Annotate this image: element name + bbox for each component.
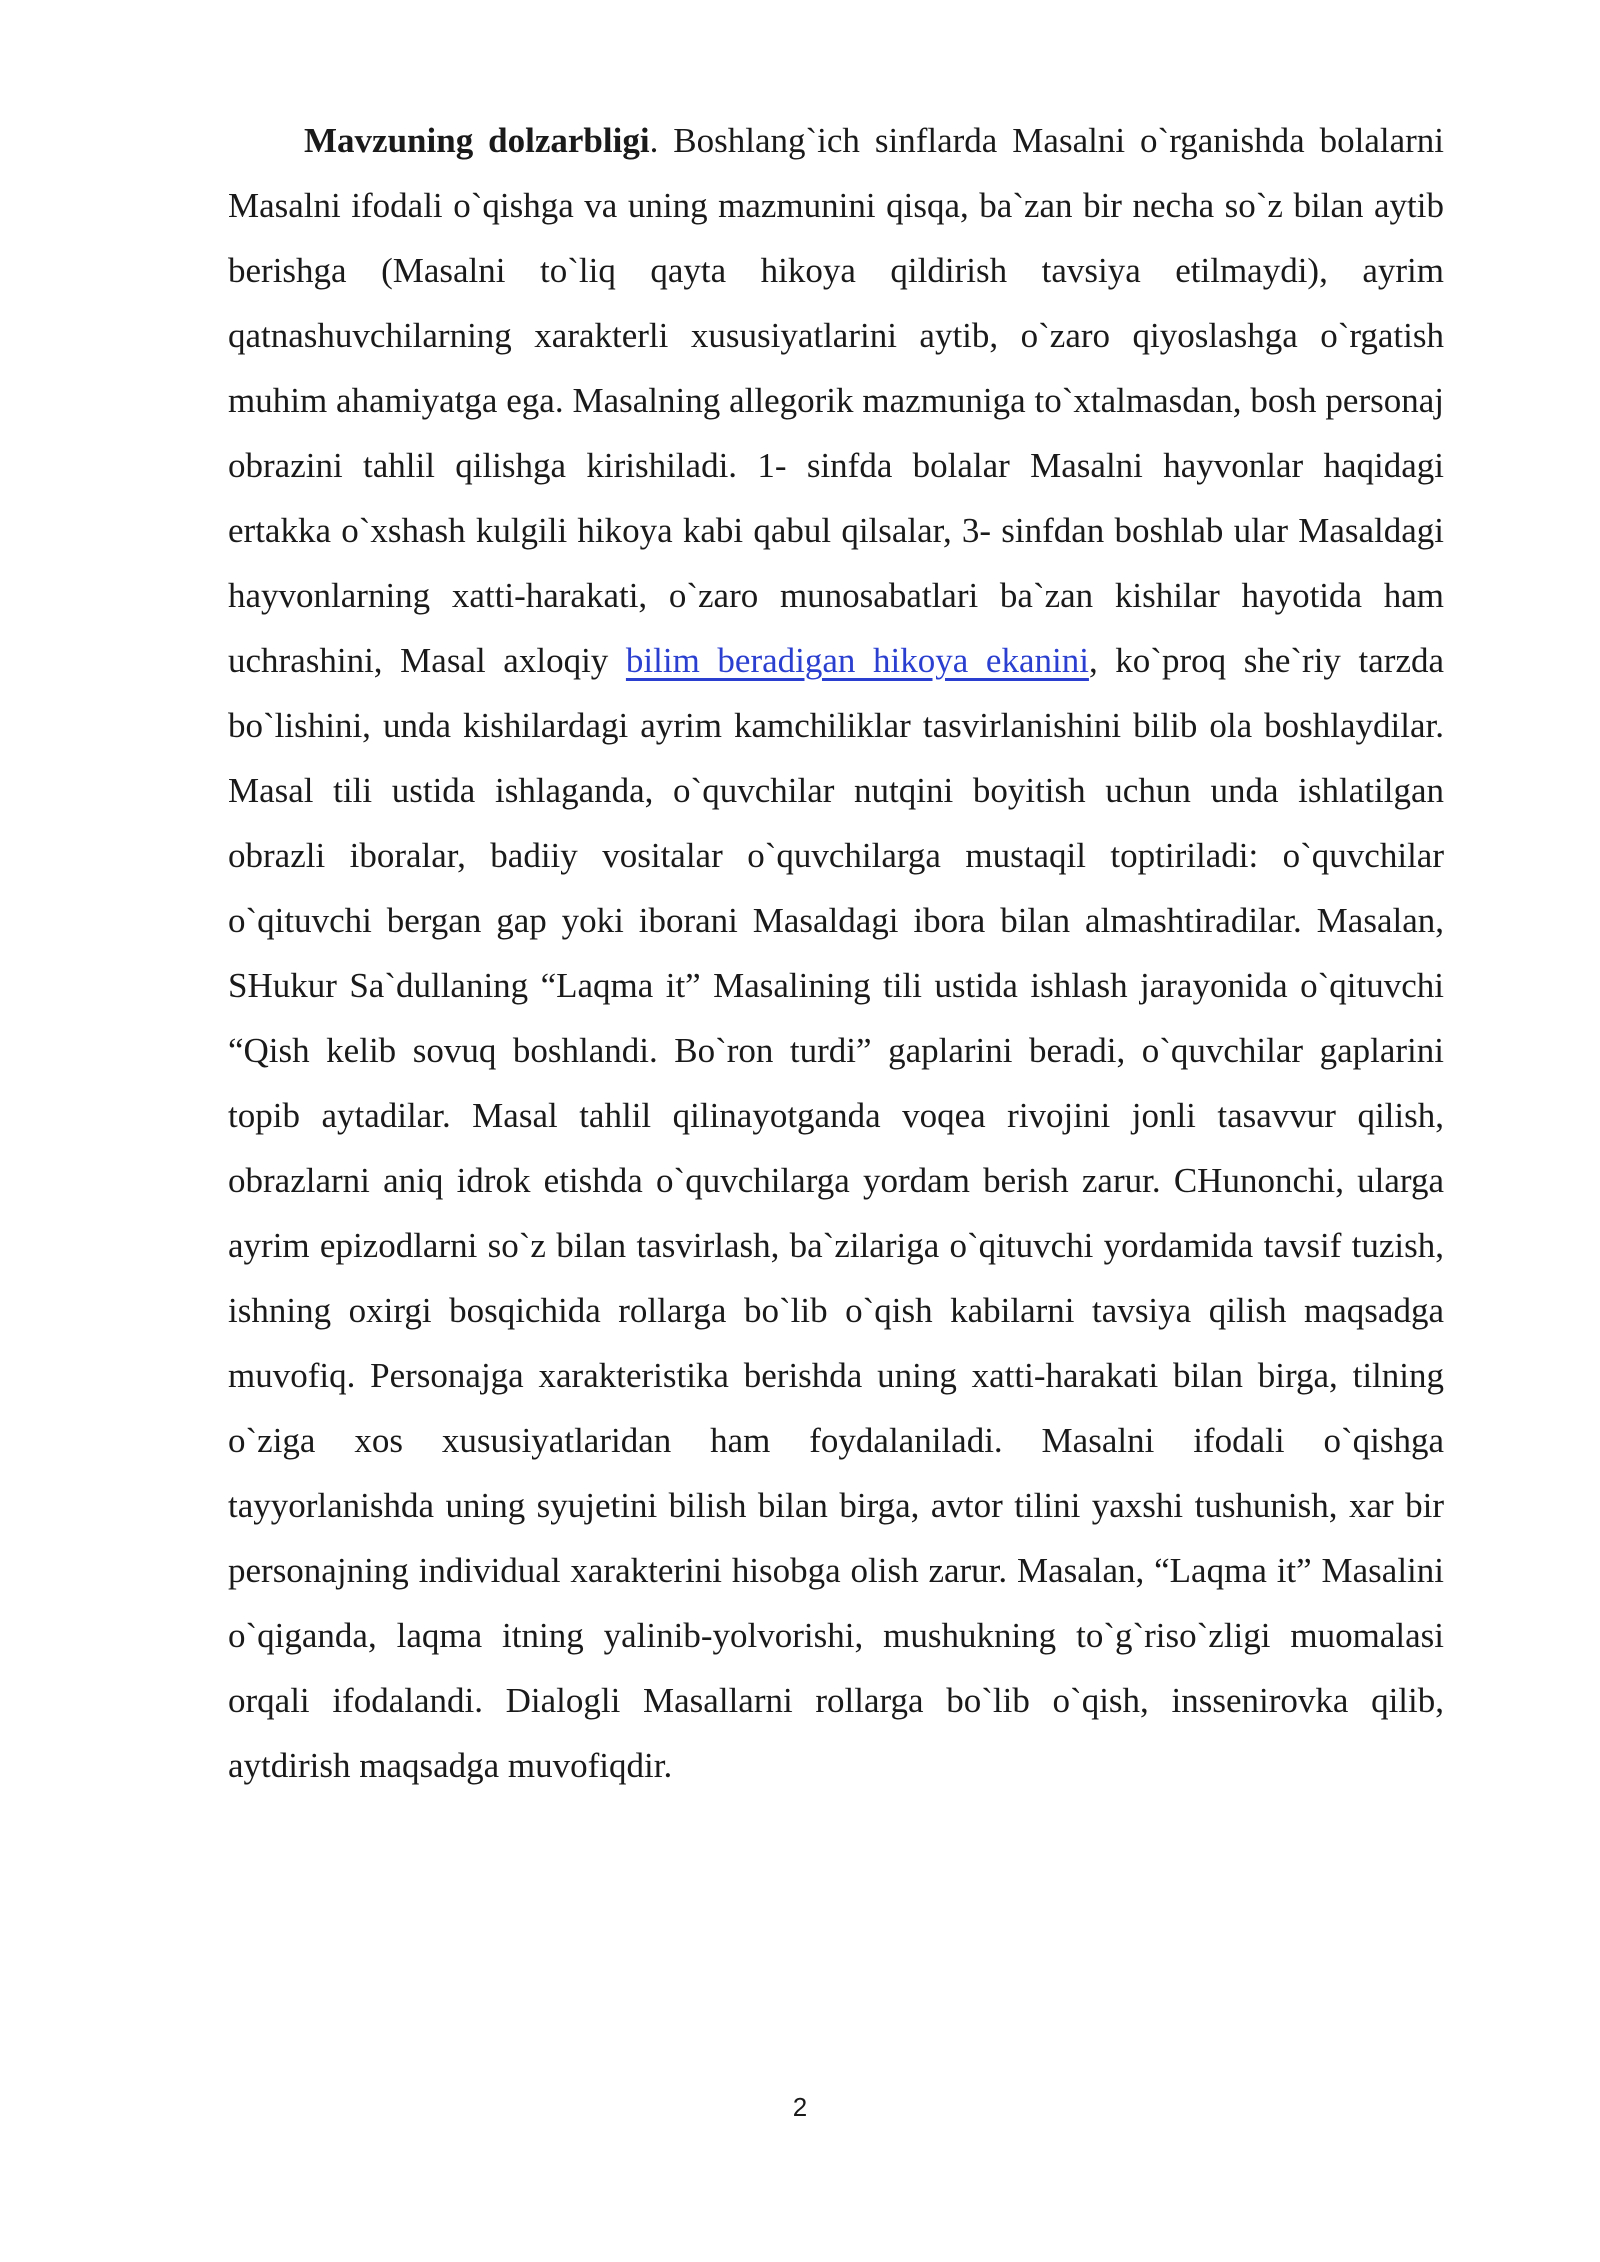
- paragraph-text-end: , ko`proq she`riy tarzda bo`lishini, unda kishilardagi ayrim kamchiliklar tasvirlanishini bilib ola boshlaydilar. Masal tili ustida ishlaganda, o`quvchilar nutqini boyitish uchun unda ishlatilgan obrazli iboralar, badiiy vositalar o`quvchilarga mustaqil toptiriladi: o`quvchilar o`qituvchi bergan gap yoki iborani Masaldagi ibora bilan almashtiradilar. Masalan, SHukur Sa`dullaning “Laqma it” Masalining tili ustida ishlash jarayonida o`qituvchi “Qish kelib sovuq boshlandi. Bo`ron turdi” gaplarini beradi, o`quvchilar gaplarini topib aytadilar. Masal tahlil qilinayotganda voqea rivojini jonli tasavvur qilish, obrazlarni aniq idrok etishda o`quvchilarga yordam berish zarur. CHunonchi, ularga ayrim epizodlarni so`z bilan tasvirlash, ba`zilariga o`qituvchi yordamida tavsif tuzish, ishning oxirgi bosqichida rollarga bo`lib o`qish kabilarni tavsiya qilish maqsadga muvofiq. Personajga xarakteristika berishda uning xatti-harakati bilan birga, tilning o`ziga xos xususiyatlaridan ham foydalaniladi. Masalni ifodali o`qishga tayyorlanishda uning syujetini bilish bilan birga, avtor tilini yaxshi tushunish, xar bir personajning individual xarakterini hisobga olish zarur. Masalan, “Laqma it” Masalini o`qiganda, laqma itning yalinib-yolvorishi, mushukning to`g`riso`zligi muomalasi orqali ifodalandi. Dialogli Masallarni rollarga bo`lib o`qish, inssenirovka qilib, aytdirish maqsadga muvofiqdir.: [228, 641, 1445, 1785]
- hyperlink-bilim[interactable]: bilim beradigan hikoya ekanini: [625, 641, 1089, 680]
- paragraph-text-start: Boshlang`ich sinflarda Masalni o`rganishda bolalarni Masalni ifodali o`qishga va uning mazmunini qisqa, ba`zan bir necha so`z bilan aytib berishga (Masalni to`liq qayta hikoya qildirish tavsiya etilmaydi), ayrim qatnashuvchilarning xarakterli xususiyatlarini aytib, o`zaro qiyoslashga o`rgatish muhim ahamiyatga ega. Masalning allegorik mazmuniga to`xtalmasdan, bosh personaj obrazini tahlil qilishga kirishiladi. 1- sinfda bolalar Masalni hayvonlar haqidagi ertakka o`xshash kulgili hikoya kabi qabul qilsalar, 3- sinfdan boshlab ular Masaldagi hayvonlarning xatti-harakati, o`zaro munosabatlari ba`zan kishilar hayotida ham uchrashini, Masal axloqiy: [228, 121, 1444, 680]
- body-text: [228, 108, 1444, 1798]
- section-heading: Mavzuning dolzarbligi: [304, 121, 650, 160]
- paragraph: [228, 108, 1444, 1798]
- page-number: 2: [792, 2092, 808, 2122]
- heading-punctuation: .: [649, 121, 659, 160]
